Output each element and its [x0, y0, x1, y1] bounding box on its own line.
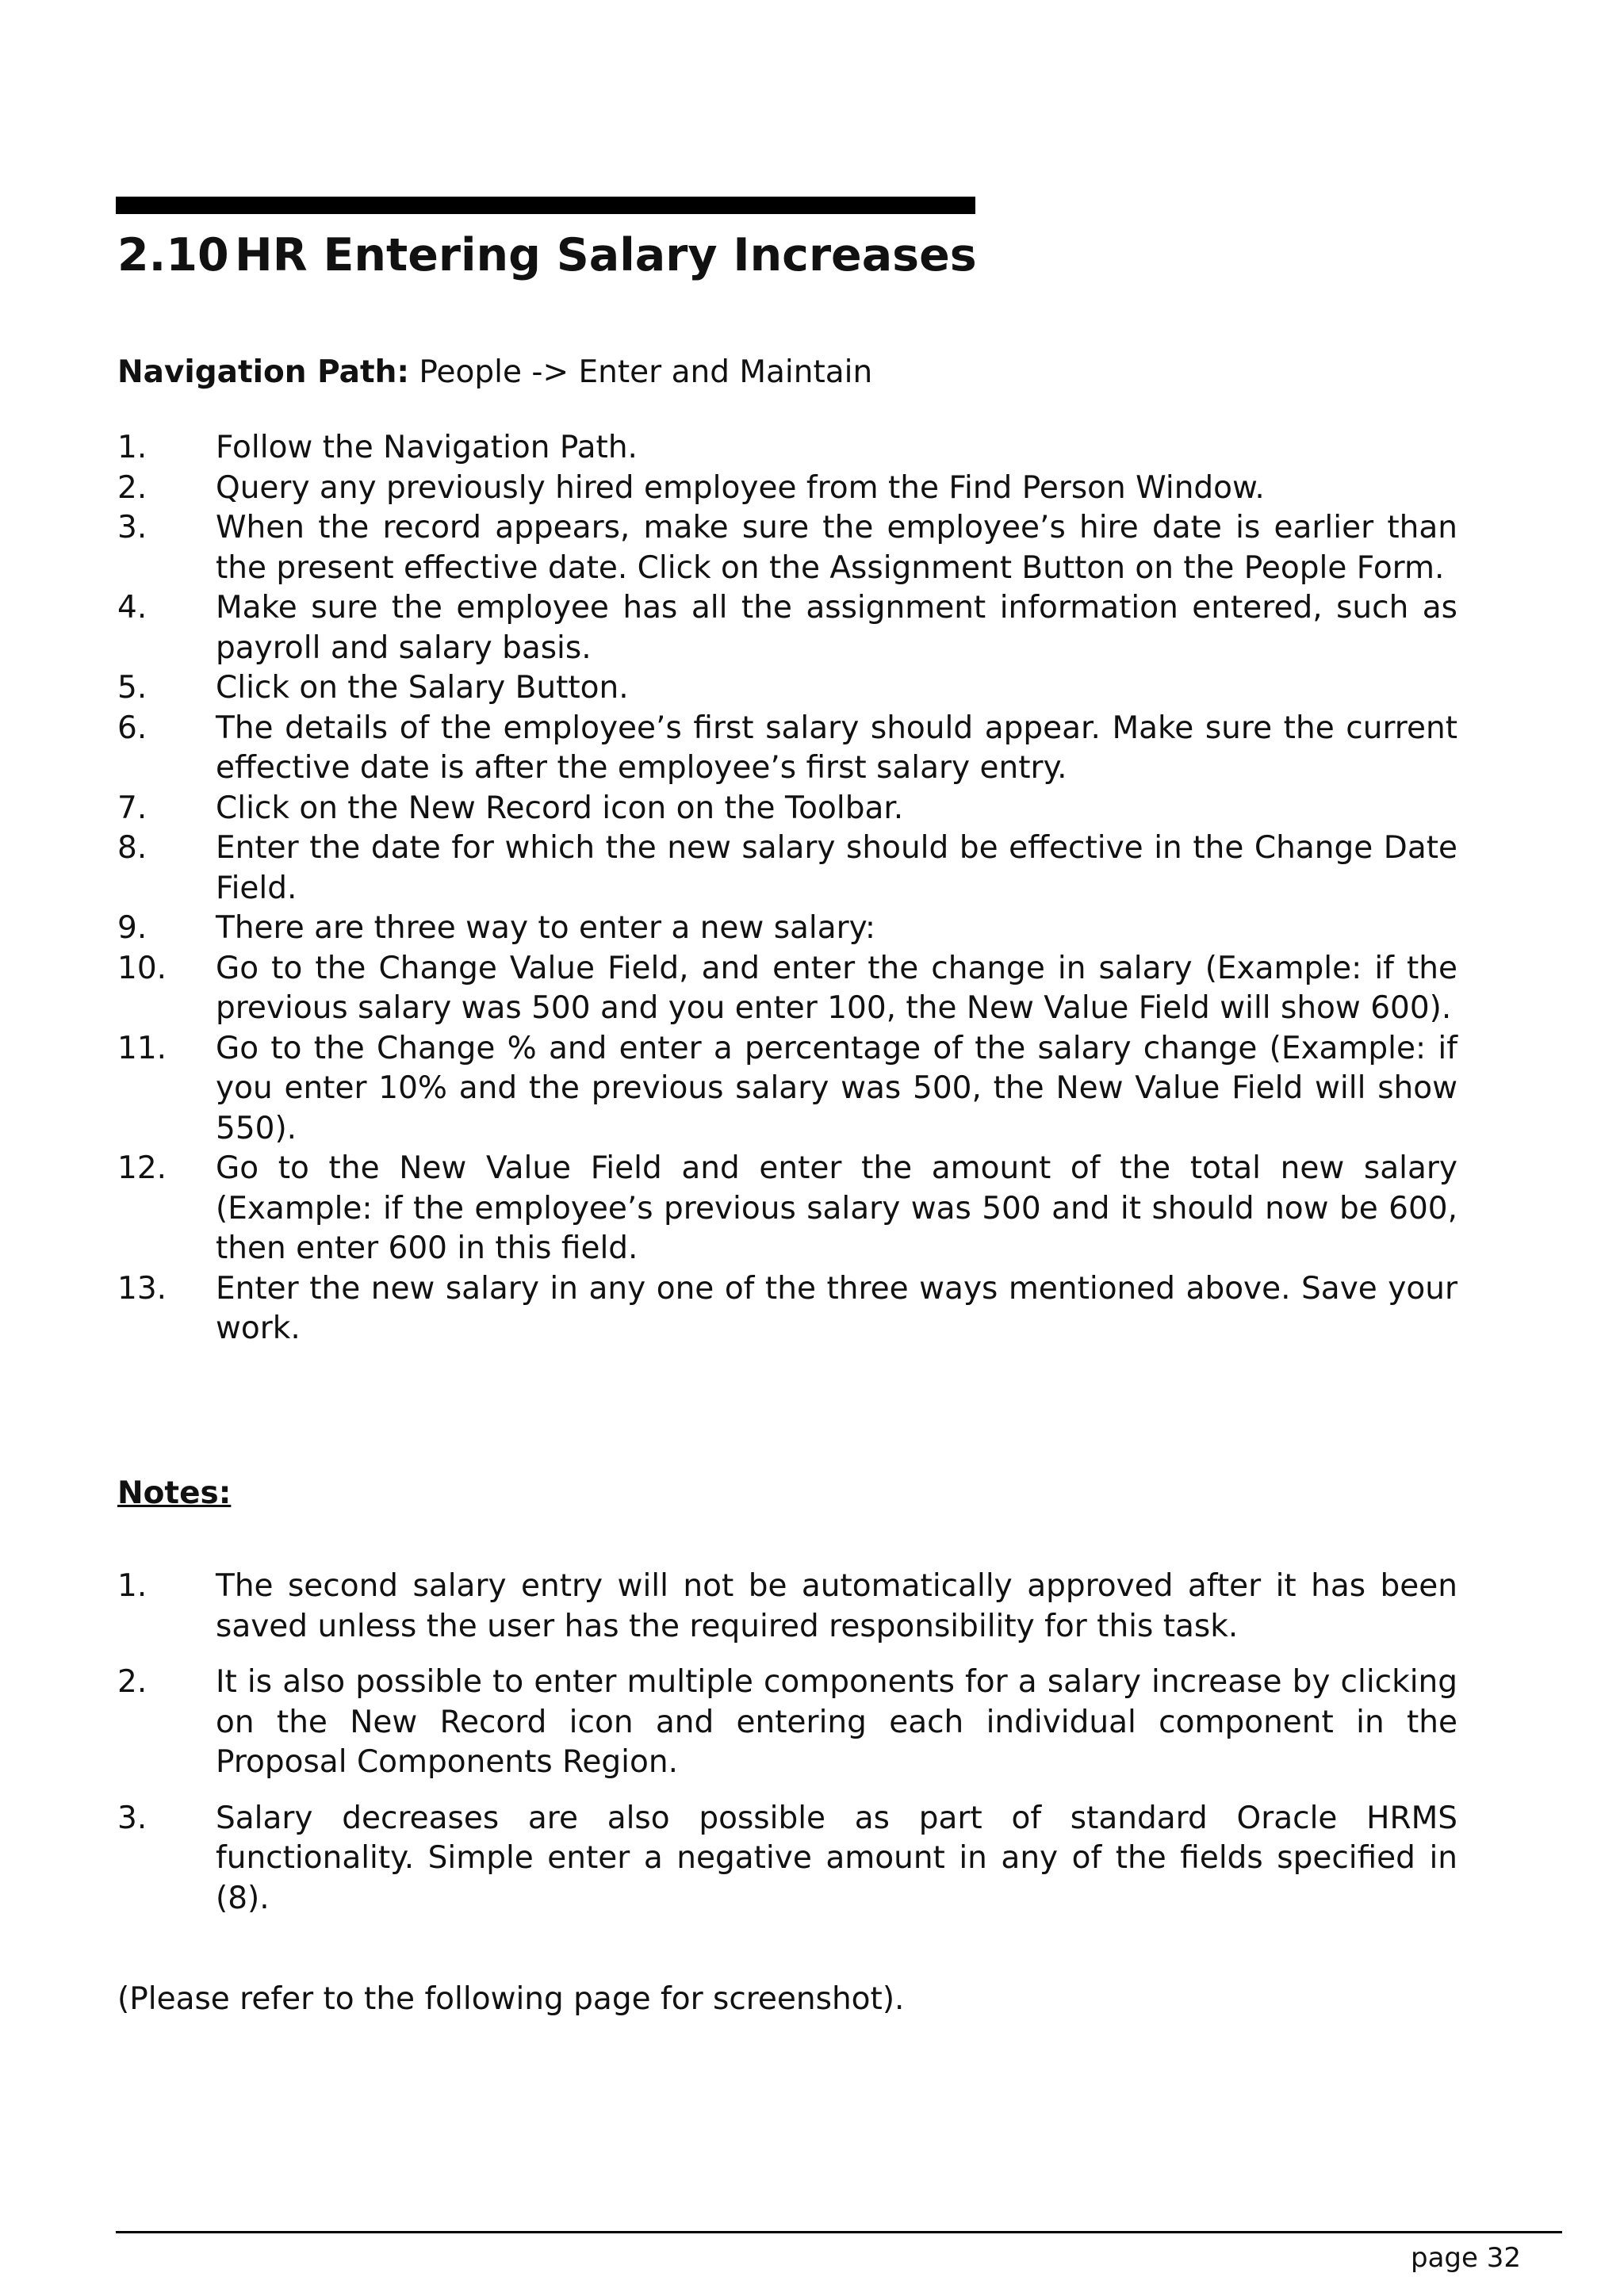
navigation-path-label: Navigation Path: — [117, 354, 409, 390]
step-number: 10. — [117, 950, 167, 986]
step-number: 8. — [117, 830, 147, 866]
step-item — [117, 508, 1457, 588]
step-number: 12. — [117, 1150, 167, 1186]
step-text: Go to the Change % and enter a percentage of the salary change (Example: if you enter 10% and the previous salary was 500, the New Value Field will show 550). — [216, 1030, 1457, 1146]
step-item — [117, 949, 1457, 1029]
note-text: Salary decreases are also possible as part of standard Oracle HRMS functionality. Simple enter a negative amount in any of the fields specified in (8). — [216, 1800, 1457, 1916]
note-item — [117, 1799, 1457, 1919]
note-item — [117, 1663, 1457, 1783]
step-number: 7. — [117, 790, 147, 826]
step-item — [117, 588, 1457, 668]
step-item — [117, 709, 1457, 789]
step-number: 9. — [117, 910, 147, 946]
navigation-path-value: People -> Enter and Maintain — [419, 354, 873, 390]
step-number: 6. — [117, 710, 147, 746]
step-item — [117, 668, 1457, 709]
step-number: 4. — [117, 590, 147, 626]
step-number: 2. — [117, 469, 147, 506]
note-number: 3. — [117, 1800, 147, 1836]
step-number: 13. — [117, 1270, 167, 1307]
note-text: The second salary entry will not be automatically approved after it has been saved unless the user has the required responsibility for this task. — [216, 1568, 1457, 1644]
step-text: Click on the Salary Button. — [216, 670, 629, 706]
step-text: Query any previously hired employee from the Find Person Window. — [216, 469, 1265, 506]
step-text: Follow the Navigation Path. — [216, 430, 638, 465]
step-item — [117, 909, 1457, 949]
step-text: When the record appears, make sure the employee’s hire date is earlier than the present effective date. Click on the Assignment Button on the People Form. — [216, 510, 1457, 586]
page-number: page 32 — [1411, 2242, 1521, 2274]
note-number: 1. — [117, 1568, 147, 1604]
step-item — [117, 1269, 1457, 1349]
section-number: 2.10 — [117, 229, 229, 281]
step-number: 1. — [117, 430, 147, 465]
step-item — [117, 789, 1457, 829]
step-text: Make sure the employee has all the assignment information entered, such as payroll and salary basis. — [216, 590, 1457, 666]
step-text: Enter the date for which the new salary should be effective in the Change Date Field. — [216, 830, 1457, 906]
notes-list — [117, 1567, 1457, 1934]
step-item — [117, 428, 1457, 469]
notes-heading: Notes: — [117, 1475, 232, 1511]
step-number: 11. — [117, 1030, 167, 1066]
note-number: 2. — [117, 1664, 147, 1700]
step-text: Go to the Change Value Field, and enter the change in salary (Example: if the previous salary was 500 and you enter 100, the New Value Field will show 600). — [216, 950, 1457, 1026]
step-item — [117, 828, 1457, 909]
step-item — [117, 469, 1457, 509]
note-text: It is also possible to enter multiple components for a salary increase by clicking on the New Record icon and entering each individual component in the Proposal Components Region. — [216, 1664, 1457, 1780]
footer-rule — [116, 2231, 1562, 2233]
procedure-steps — [117, 428, 1457, 1349]
section-rule — [116, 197, 975, 214]
refer-note: (Please refer to the following page for screenshot). — [117, 1981, 905, 2017]
step-text: There are three way to enter a new salary: — [216, 910, 876, 946]
step-text: Click on the New Record icon on the Toolbar. — [216, 790, 904, 826]
section-title-text: HR Entering Salary Increases — [235, 229, 977, 281]
step-number: 5. — [117, 670, 147, 706]
step-text: Go to the New Value Field and enter the amount of the total new salary (Example: if the employee’s previous salary was 500 and it should now be 600, then enter 600 in this field. — [216, 1150, 1457, 1266]
step-text: Enter the new salary in any one of the three ways mentioned above. Save your work. — [216, 1270, 1457, 1346]
navigation-path — [117, 349, 872, 396]
step-item — [117, 1029, 1457, 1150]
step-item — [117, 1149, 1457, 1269]
step-text: The details of the employee’s first salary should appear. Make sure the current effective date is after the employee’s first salary entry. — [216, 710, 1457, 786]
section-title — [117, 224, 977, 287]
step-number: 3. — [117, 510, 147, 545]
note-item — [117, 1567, 1457, 1647]
